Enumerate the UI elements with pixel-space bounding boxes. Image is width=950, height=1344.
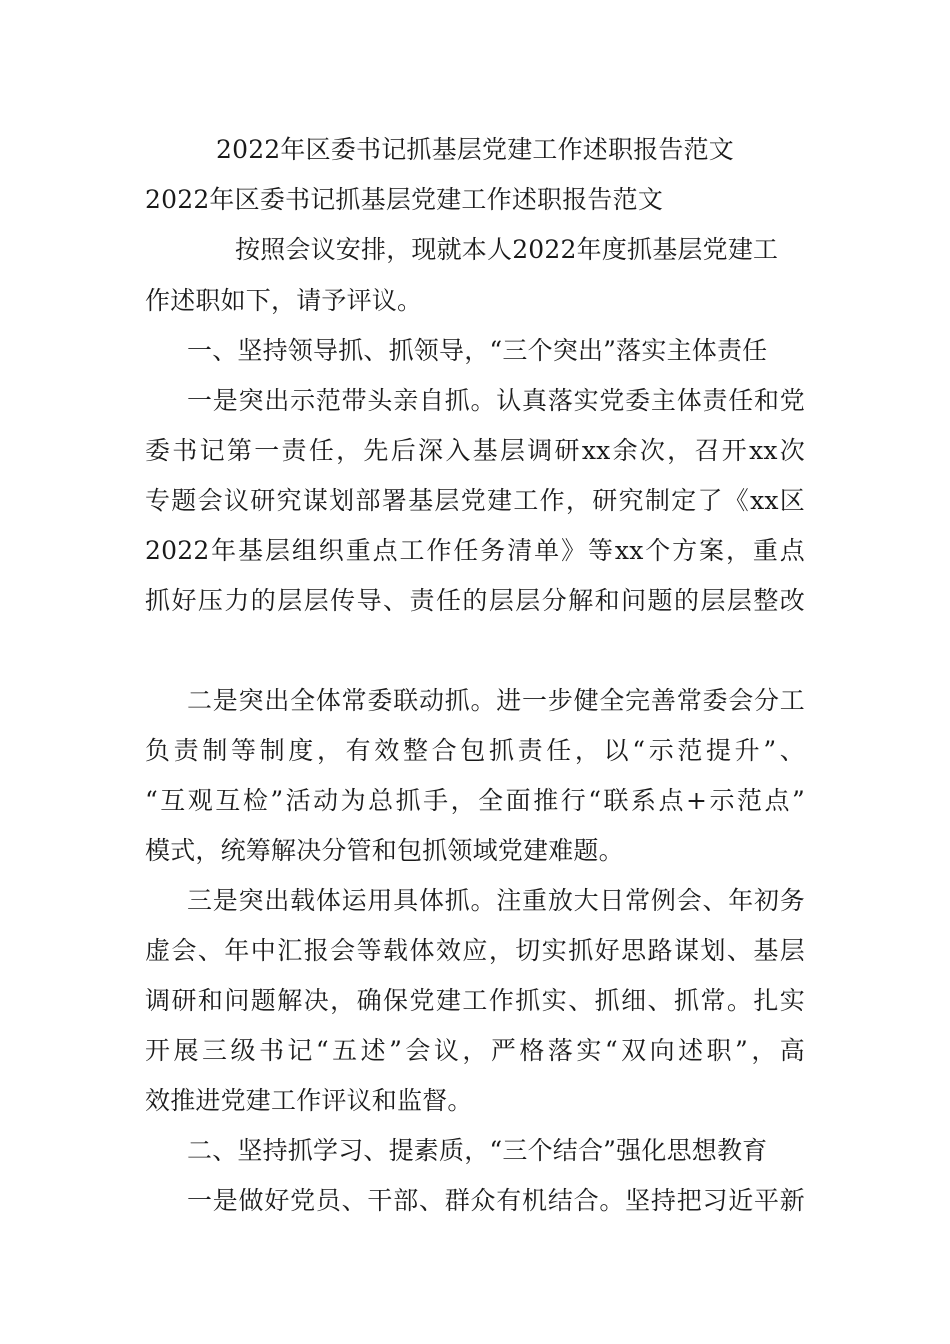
paragraph-line: 按照会议安排，现就本人2022年度抓基层党建工 bbox=[235, 235, 779, 264]
paragraph-line: 虚会、年中汇报会等载体效应，切实抓好思路谋划、基层 bbox=[145, 936, 805, 965]
paragraph-line: 开展三级书记“五述”会议，严格落实“双向述职”，高 bbox=[145, 1036, 805, 1065]
document-title: 2022年区委书记抓基层党建工作述职报告范文 bbox=[215, 135, 735, 164]
paragraph-line: 负责制等制度，有效整合包抓责任，以“示范提升”、 bbox=[145, 736, 805, 765]
paragraph-line: 委书记第一责任，先后深入基层调研xx余次，召开xx次 bbox=[145, 436, 805, 465]
document-subtitle: 2022年区委书记抓基层党建工作述职报告范文 bbox=[145, 185, 664, 214]
paragraph-line: 一是做好党员、干部、群众有机结合。坚持把习近平新 bbox=[187, 1186, 805, 1215]
paragraph-line: 2022年基层组织重点工作任务清单》等xx个方案，重点 bbox=[145, 536, 805, 565]
paragraph-line: 模式，统筹解决分管和包抓领域党建难题。 bbox=[145, 836, 624, 865]
paragraph-line: 效推进党建工作评议和监督。 bbox=[145, 1086, 473, 1115]
paragraph-line: 调研和问题解决，确保党建工作抓实、抓细、抓常。扎实 bbox=[145, 986, 805, 1015]
section-heading: 一、坚持领导抓、抓领导，“三个突出”落实主体责任 bbox=[187, 336, 768, 365]
section-heading: 二、坚持抓学习、提素质，“三个结合”强化思想教育 bbox=[187, 1136, 768, 1165]
paragraph-line: 抓好压力的层层传导、责任的层层分解和问题的层层整改 bbox=[145, 586, 805, 615]
paragraph-line: “互观互检”活动为总抓手，全面推行“联系点+示范点” bbox=[145, 786, 805, 815]
paragraph-line: 作述职如下，请予评议。 bbox=[145, 286, 423, 315]
paragraph-line: 三是突出载体运用具体抓。注重放大日常例会、年初务 bbox=[187, 886, 805, 915]
paragraph-line: 专题会议研究谋划部署基层党建工作，研究制定了《xx区 bbox=[145, 486, 805, 515]
paragraph-line: 二是突出全体常委联动抓。进一步健全完善常委会分工 bbox=[187, 686, 805, 715]
paragraph-line: 一是突出示范带头亲自抓。认真落实党委主体责任和党 bbox=[187, 386, 805, 415]
